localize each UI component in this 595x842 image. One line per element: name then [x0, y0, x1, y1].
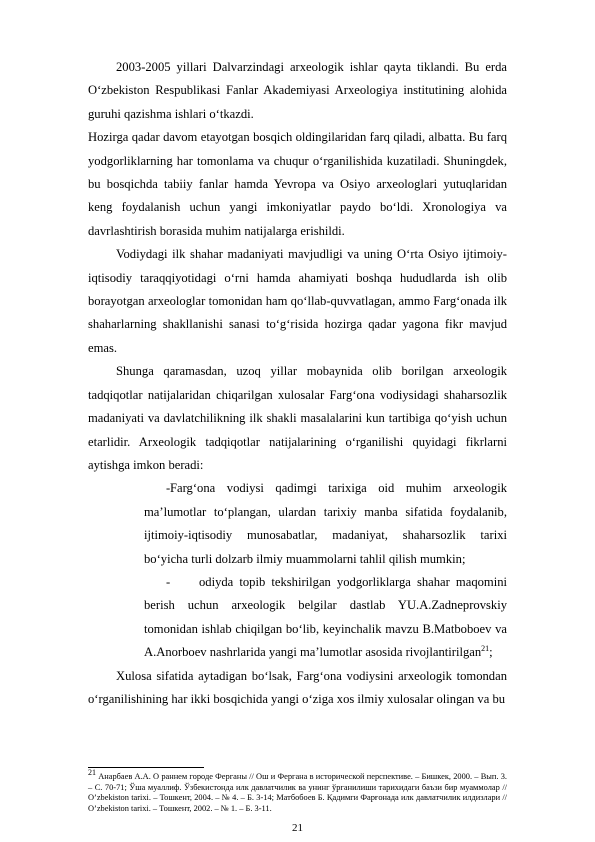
bullet-text-2-wrap [144, 571, 507, 665]
bullet-item-1 [144, 477, 507, 571]
paragraph-5: Xulosa sifatida aytadigan bo‘lsak, Farg‘ona vodiysini arxeologik tomondan o‘rganilishining har ikki bosqichida yangi o‘ziga xos ilmiy xulosalar olingan va bu [88, 668, 507, 706]
body-text [88, 56, 507, 711]
bullet-text-2: odiyda topib tekshirilgan yodgorliklarga shahar maqomini berish uchun arxeologik belgilar dastlab YU.A.Zadneprovskiy tomonidan ishlab chiqilgan bo‘lib, keyinchalik mavzu B.Matboboev va A.Anorboev nashrlarida yangi ma’lumotlar asosida rivojlantirilgan [144, 574, 507, 660]
paragraph-3: Vodiydagi ilk shahar madaniyati mavjudligi va uning O‘rta Osiyo ijtimoiy-iqtisodiy taraqqiyotidagi o‘rni hamda ahamiyati boshqa hududlarda ish olib borayotgan arxeologlar tomonidan ham qo‘llab-quvvatlagan, ammo Farg‘onada ilk shaharlarning shakllanishi sanasi to‘g‘risida hozirga qadar yagona fikr mavjud emas. [88, 247, 507, 355]
paragraph-2: Hozirga qadar davom etayotgan bosqich oldingilaridan farq qiladi, albatta. Bu farq yodgorliklarning har tomonlama va chuqur o‘rganilishida kuzatiladi. Shuningdek, bu bosqichda tabiiy fanlar hamda Yevropa va Osiyo arxeologlari yutuqlaridan keng foydalanish uchun yangi imkoniyatlar paydo bo‘ldi. Xronologiya va davrlashtirish borasida muhim natijalarga erishildi. [88, 130, 507, 238]
paragraph-4: Shunga qaramasdan, uzoq yillar mobaynida olib borilgan arxeologik tadqiqotlar natijalaridan chiqarilgan xulosalar Farg‘ona vodiysidagi shaharsozlik madaniyati va davlatchilikning ilk shakli masalalarini kun tartibiga qo‘yish uchun etarlidir. Arxeologik tadqiqotlar natijalarining o‘rganilishi quyidagi fikrlarni aytishga imkon beradi: [88, 364, 507, 472]
bullet-item-2 [144, 571, 507, 665]
bullet-end: ; [489, 645, 493, 660]
bullet-marker: - [166, 481, 171, 496]
paragraph-1: 2003-2005 yillari Dalvarzindagi arxeologik ishlar qayta tiklandi. Bu erda O‘zbekiston Respublikasi Fanlar Akademiyasi Arxeologiya institutining alohida guruhi qazishma ishlari o‘tkazdi. [88, 60, 507, 121]
footnote-number: 21 [88, 768, 96, 778]
page-number: 21 [292, 822, 303, 834]
bullet-text-1: Farg‘ona vodiysi qadimgi tarixiga oid muhim arxeologik ma’lumotlar to‘plangan, ulardan tarixiy manba sifatida foydalanib, ijtimoiy-iqtisodiy munosabatlar, madaniyat, shaharsozlik tarixi bo‘yicha turli dolzarb ilmiy muammolarni tahlil qilish mumkin; [144, 481, 507, 566]
footnote-reference[interactable]: 21 [481, 643, 490, 653]
footnote [88, 768, 507, 814]
footnote-text: Анарбаев А.А. О раннем городе Ферганы // Ош и Фергана в исторической перспективе. – Бишкек, 2000. – Вып. 3. – С. 70-71; Ўша муаллиф. Ўзбекистонда илк давлатчилик ва унинг ўрганилиши тарихидаги баъзи бир муаммолар // O’zbekiston tarixi. – Тошкент, 2004. – № 4. – Б. 3-14; Матбобоев Б. Қадимги Фарғонада илк давлатчилик илдизлари // O’zbekiston tarixi. – Тошкент, 2002. – № 1. – Б. 3-11. [88, 772, 507, 813]
bullet-marker: - [166, 574, 171, 589]
footnote-divider [88, 767, 204, 768]
